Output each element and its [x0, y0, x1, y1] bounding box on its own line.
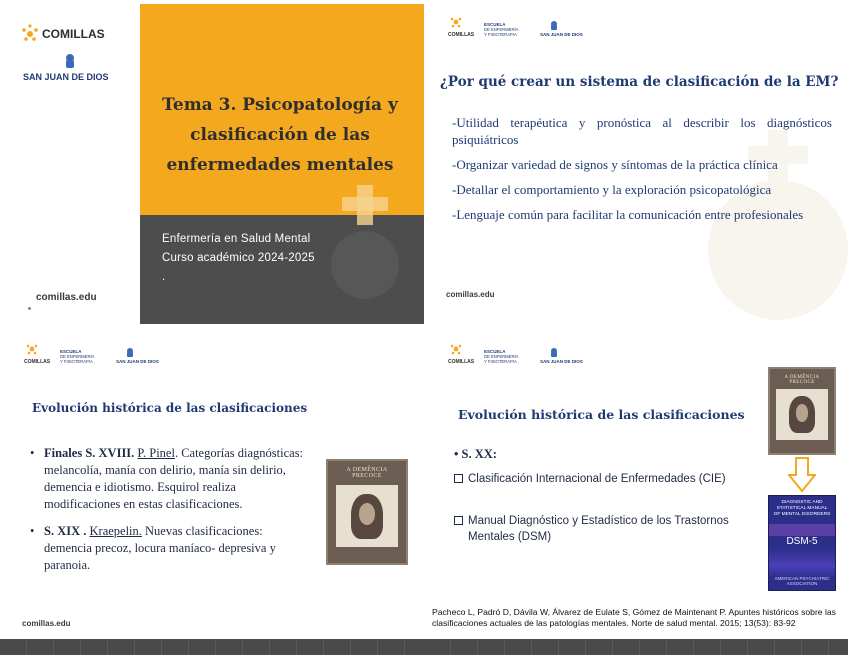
- book-title: A DEMÊNCIA PRECOCE: [784, 375, 820, 385]
- slide-heading: Evolución histórica de las clasificaciones: [32, 401, 308, 415]
- slide-history-2: [424, 329, 848, 655]
- item-text: . Categorías diagnósticas: melancolía, manía con delirio, manía sin delirio, demencia e idiotismo. Esquirol realiza modificaciones en estas clasificaciones.: [44, 446, 304, 511]
- dsm-cover-title: DIAGNOSTIC AND STATISTICAL MANUAL OF MENTAL DISORDERS: [773, 500, 831, 517]
- dsm-cover-publisher: AMERICAN PSYCHIATRIC ASSOCIATION: [774, 576, 830, 586]
- footer-dot: [28, 307, 31, 310]
- header-logos-icon: [24, 343, 164, 365]
- svg-text:DE ENFERMERÍA: DE ENFERMERÍA: [484, 27, 519, 32]
- footer-bar: [0, 639, 424, 655]
- dsm5-cover-image: [768, 495, 836, 591]
- list-item-dsm: Manual Diagnóstico y Estadístico de los Trastornos Mentales (DSM): [454, 513, 754, 545]
- header-logos-icon: [448, 343, 588, 365]
- period-label: Finales S. XVIII.: [44, 446, 135, 460]
- slide-question: ¿Por qué crear un sistema de clasificación de la EM?: [440, 74, 839, 90]
- list-item: [30, 445, 312, 513]
- course-info: [162, 230, 402, 287]
- list-item-cie: Clasificación Internacional de Enfermedades (CIE): [454, 471, 754, 487]
- svg-text:SAN JUAN DE DIOS: SAN JUAN DE DIOS: [23, 72, 109, 82]
- website-link[interactable]: comillas.edu: [36, 292, 97, 303]
- slide-why-classify: [424, 0, 848, 324]
- website-link[interactable]: comillas.edu: [22, 619, 71, 628]
- svg-text:SAN JUAN DE DIOS: SAN JUAN DE DIOS: [116, 359, 159, 364]
- period-bullet: • S. XX:: [454, 447, 497, 461]
- svg-text:ESCUELA: ESCUELA: [60, 349, 82, 354]
- svg-text:Y FISIOTERAPIA: Y FISIOTERAPIA: [484, 32, 517, 37]
- list-item: -Lenguaje común para facilitar la comunicación entre profesionales: [452, 207, 804, 222]
- reasons-list: [452, 114, 832, 231]
- portrait-icon: [789, 396, 815, 433]
- svg-text:Y FISIOTERAPIA: Y FISIOTERAPIA: [484, 359, 517, 364]
- dsm-cover-label: DSM-5: [786, 536, 818, 547]
- item-text: Nuevas clasificaciones: demencia precoz, locura maníaco- depresiva y paranoia.: [44, 524, 276, 572]
- website-link[interactable]: comillas.edu: [446, 290, 495, 299]
- svg-text:DE ENFERMERÍA: DE ENFERMERÍA: [60, 354, 95, 359]
- checkbox-icon: [454, 474, 463, 483]
- svg-text:SAN JUAN DE DIOS: SAN JUAN DE DIOS: [540, 32, 583, 37]
- list-item: [30, 523, 312, 574]
- svg-text:COMILLAS: COMILLAS: [448, 359, 475, 365]
- header-logos-icon: [448, 16, 588, 38]
- list-item: -Detallar el comportamiento y la exploración psicopatológica: [452, 182, 772, 197]
- book-title: A DEMÊNCIA PRECOCE: [346, 467, 388, 479]
- portrait-icon: [351, 494, 382, 539]
- institution-logos: [20, 24, 130, 99]
- slide-history-1: [0, 329, 424, 655]
- slide-title: [0, 0, 424, 324]
- svg-text:COMILLAS: COMILLAS: [42, 27, 105, 41]
- presentation-title: Tema 3. Psicopatología y clasificación de las enfermedades mentales: [162, 95, 398, 175]
- comillas-logo-icon: [20, 24, 130, 94]
- svg-text:Y FISIOTERAPIA: Y FISIOTERAPIA: [60, 359, 93, 364]
- list-item: -Utilidad terapéutica y pronóstica al describir los diagnósticos psiquiátricos: [452, 115, 832, 147]
- arrow-down-icon: [788, 457, 816, 493]
- author-link[interactable]: Kraepelin.: [89, 524, 142, 538]
- book-cover-image: [326, 459, 408, 565]
- svg-text:COMILLAS: COMILLAS: [448, 32, 475, 38]
- author-link[interactable]: P. Pinel: [137, 446, 175, 460]
- svg-text:SAN JUAN DE DIOS: SAN JUAN DE DIOS: [540, 359, 583, 364]
- subtitle-dot: .: [162, 271, 166, 283]
- svg-text:DE ENFERMERÍA: DE ENFERMERÍA: [484, 354, 519, 359]
- checkbox-icon: [454, 516, 463, 525]
- book-cover-image: [768, 367, 836, 455]
- reference-citation: Pacheco L, Padró D, Dávila W, Álvarez de Eulate S, Gómez de Maintenant P. Apuntes históricos sobre las clasificaciones actuales de las patologías mentales. Norte de salud mental. 2015; 13(53): 83-92: [432, 607, 836, 628]
- list-item: -Organizar variedad de signos y síntomas de la práctica clínica: [452, 157, 778, 172]
- slide-heading: Evolución histórica de las clasificaciones: [458, 407, 745, 422]
- footer-bar: [424, 639, 848, 655]
- history-list: [30, 445, 312, 584]
- svg-text:ESCUELA: ESCUELA: [484, 22, 506, 27]
- svg-text:COMILLAS: COMILLAS: [24, 359, 51, 365]
- academic-year: Curso académico 2024-2025: [162, 252, 315, 264]
- svg-text:ESCUELA: ESCUELA: [484, 349, 506, 354]
- period-label: S. XIX .: [44, 524, 87, 538]
- course-name: Enfermería en Salud Mental: [162, 233, 311, 245]
